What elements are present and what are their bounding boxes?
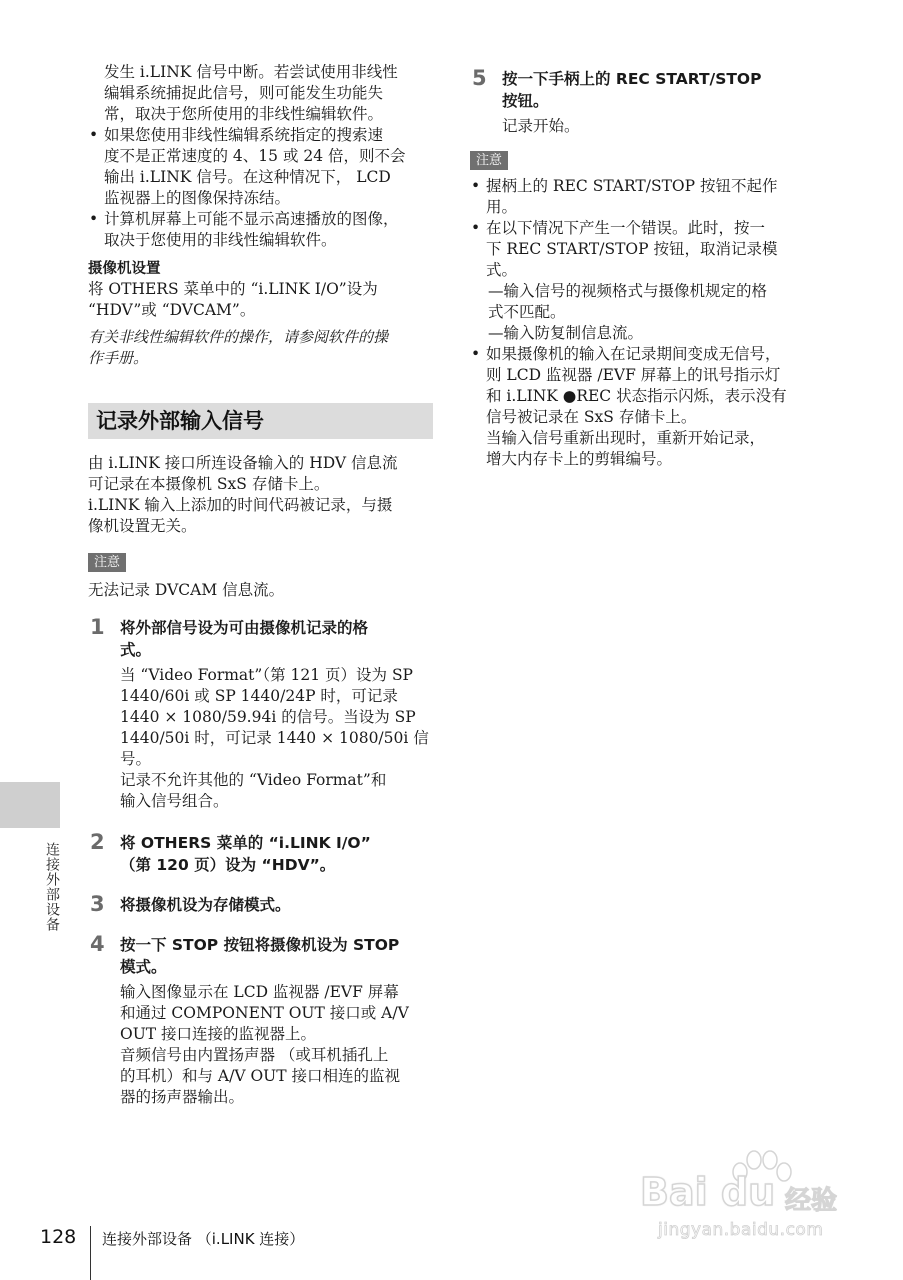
text-line: • 握柄上的 REC START/STOP 按钮不起作 — [486, 177, 778, 195]
text-line: 输出 i.LINK 信号。在这种情况下， LCD — [104, 168, 391, 186]
text-line: （第 120 页）设为 “HDV”。 — [120, 856, 336, 874]
text-line: 按钮。 — [502, 92, 549, 110]
footer-divider — [90, 1226, 91, 1280]
text-line: 输入图像显示在 LCD 监视器 /EVF 屏幕 — [120, 983, 399, 1001]
text-line: 式。 — [120, 641, 152, 659]
text-line: 和 i.LINK ●REC 状态指示闪烁，表示没有 — [486, 387, 787, 405]
dash-item — [482, 281, 810, 323]
chapter-side-label: 连接外部设备 — [44, 842, 60, 932]
step-3 — [88, 894, 433, 916]
bullet-item — [88, 209, 433, 251]
baidu-watermark — [640, 1150, 870, 1245]
text-line: —输入信号的视频格式与摄像机规定的格 — [488, 282, 768, 300]
text-line: 将外部信号设为可由摄像机记录的格 — [120, 619, 369, 637]
note-badge: 注意 — [470, 151, 508, 170]
text-line: 模式。 — [120, 958, 167, 976]
left-column — [88, 62, 433, 1108]
text-line: 1440/50i 时，可记录 1440 × 1080/50i 信 — [120, 729, 429, 747]
step-title — [120, 617, 433, 661]
bullet-item — [470, 176, 810, 218]
watermark-url: jingyan.baidu.com — [658, 1220, 824, 1240]
text-line: “HDV”或 “DVCAM”。 — [88, 301, 256, 319]
bullet-item — [470, 218, 810, 281]
text-line: 按一下手柄上的 REC START/STOP — [502, 70, 762, 88]
text-line: 记录开始。 — [502, 117, 580, 135]
watermark-cn: 经验 — [785, 1186, 838, 1216]
text-line: 可记录在本摄像机 SxS 存储卡上。 — [88, 475, 330, 493]
step-title — [120, 934, 433, 978]
text-line: 像机设置无关。 — [88, 517, 197, 535]
text-line: • 计算机屏幕上可能不显示高速播放的图像， — [104, 210, 399, 228]
step-4 — [88, 934, 433, 1108]
chapter-tab — [0, 782, 60, 828]
page-number: 128 — [40, 1226, 77, 1248]
text-line: 当输入信号重新出现时，重新开始记录， — [486, 429, 766, 447]
text-line: 则 LCD 监视器 /EVF 屏幕上的讯号指示灯 — [486, 366, 781, 384]
text-line: • 在以下情况下产生一个错误。此时，按一 — [486, 219, 766, 237]
text-line: i.LINK 输入上添加的时间代码被记录，与摄 — [88, 496, 393, 514]
text-line: 作手册。 — [88, 349, 149, 367]
step-5 — [470, 68, 810, 137]
text-line: 常，取决于您所使用的非线性编辑软件。 — [104, 105, 384, 123]
text-line: 器的扬声器输出。 — [120, 1088, 245, 1106]
text-line: 监视器上的图像保持冻结。 — [104, 189, 291, 207]
text-line: 信号被记录在 SxS 存储卡上。 — [486, 408, 697, 426]
text-line: 式。 — [486, 261, 518, 279]
text-line: 当 “Video Format”（第 121 页）设为 SP — [120, 666, 413, 684]
step-number: 2 — [90, 830, 105, 854]
text-line: 的耳机）和与 A/V OUT 接口相连的监视 — [120, 1067, 400, 1085]
step-number: 3 — [90, 892, 105, 916]
note-text: 无法记录 DVCAM 信息流。 — [88, 581, 285, 599]
step-number: 5 — [472, 66, 487, 90]
step-body — [502, 116, 810, 137]
continued-bullet-text — [104, 62, 433, 125]
text-line: • 如果摄像机的输入在记录期间变成无信号， — [486, 345, 781, 363]
text-line: 将摄像机设为存储模式。 — [120, 896, 291, 914]
text-line: 和通过 COMPONENT OUT 接口或 A/V — [120, 1004, 409, 1022]
note-badge: 注意 — [88, 553, 126, 572]
text-line: 1440 × 1080/59.94i 的信号。当设为 SP — [120, 708, 416, 726]
step-body — [120, 665, 433, 812]
text-line: 编辑系统捕捉此信号，则可能发生功能失 — [104, 84, 384, 102]
text-line: 音频信号由内置扬声器 （或耳机插孔上 — [120, 1046, 389, 1064]
right-column — [470, 62, 810, 470]
text-line: 度不是正常速度的 4、15 或 24 倍，则不会 — [104, 147, 406, 165]
text-line: 1440/60i 或 SP 1440/24P 时，可记录 — [120, 687, 398, 705]
text-line: • 如果您使用非线性编辑系统指定的搜索速 — [104, 126, 384, 144]
section-title: 记录外部输入信号 — [88, 403, 433, 439]
bullet-item — [470, 344, 810, 470]
bullet-item — [88, 125, 433, 209]
step-number: 1 — [90, 615, 105, 639]
text-line: 下 REC START/STOP 按钮，取消记录模 — [486, 240, 778, 258]
watermark-logo: Bai du — [640, 1170, 776, 1214]
text-line: 取决于您使用的非线性编辑软件。 — [104, 231, 337, 249]
step-1 — [88, 617, 433, 812]
text-line: 输入信号组合。 — [120, 792, 229, 810]
reference-note — [88, 327, 433, 369]
text-line: 由 i.LINK 接口所连设备输入的 HDV 信息流 — [88, 454, 398, 472]
footer-chapter-title: 连接外部设备 （i.LINK 连接） — [102, 1230, 305, 1248]
camera-settings-heading: 摄像机设置 — [88, 261, 161, 277]
text-line: OUT 接口连接的监视器上。 — [120, 1025, 317, 1043]
step-title — [120, 894, 433, 916]
text-line: 式不匹配。 — [488, 303, 566, 321]
text-line: 发生 i.LINK 信号中断。若尝试使用非线性 — [104, 63, 398, 81]
dash-item — [482, 323, 810, 344]
step-body — [120, 982, 433, 1108]
text-line: 按一下 STOP 按钮将摄像机设为 STOP — [120, 936, 400, 954]
text-line: 有关非线性编辑软件的操作，请参阅软件的操 — [88, 328, 389, 346]
step-number: 4 — [90, 932, 105, 956]
text-line: 将 OTHERS 菜单的 “i.LINK I/O” — [120, 834, 371, 852]
step-2 — [88, 832, 433, 876]
text-line: 用。 — [486, 198, 518, 216]
text-line: 号。 — [120, 750, 152, 768]
text-line: 记录不允许其他的 “Video Format”和 — [120, 771, 387, 789]
camera-settings-text — [88, 279, 433, 321]
section-intro — [88, 453, 433, 537]
text-line: 增大内存卡上的剪辑编号。 — [486, 450, 673, 468]
text-line: 将 OTHERS 菜单中的 “i.LINK I/O”设为 — [88, 280, 378, 298]
text-line: —输入防复制信息流。 — [488, 324, 644, 342]
step-title — [502, 68, 810, 112]
step-title — [120, 832, 433, 876]
